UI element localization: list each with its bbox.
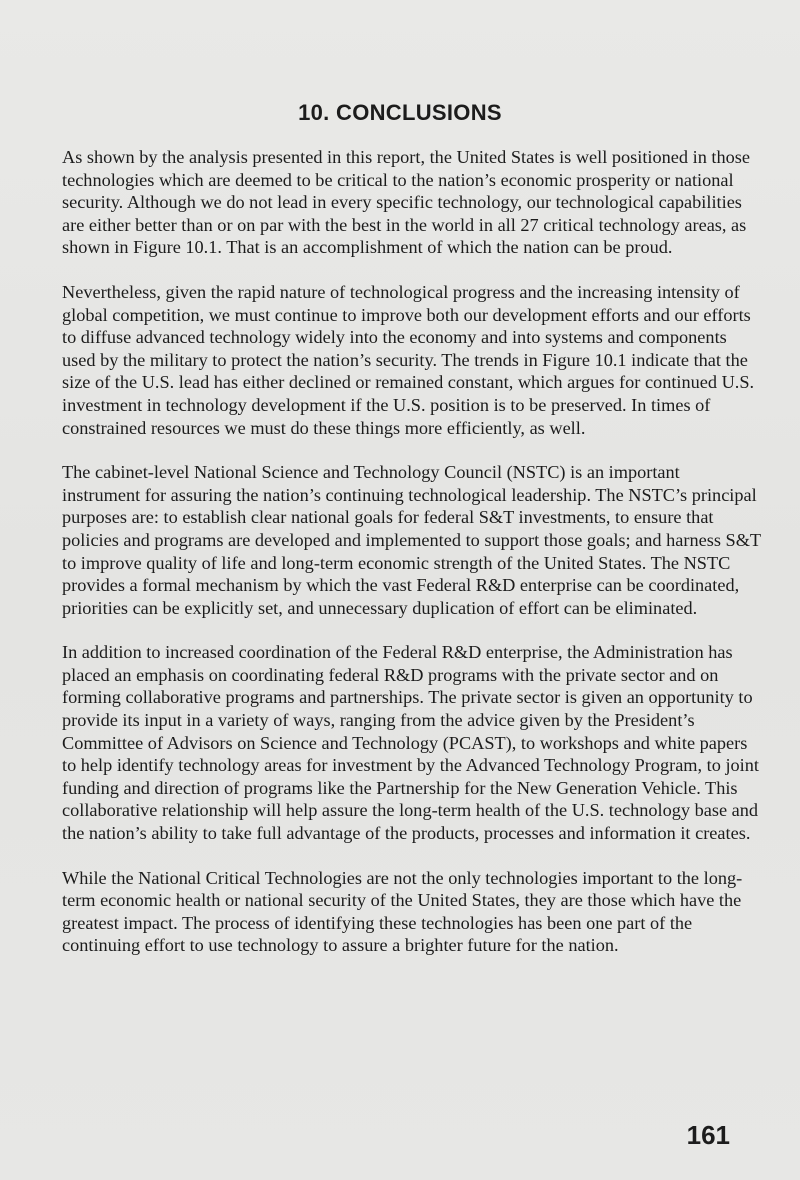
paragraph-3: The cabinet-level National Science and Technology Council (NSTC) is an important instrument for assuring the nation’s continuing technological leadership. The NSTC’s principal purposes are: to establish clear national goals for federal S&T investments, to ensure that policies and programs are developed and implemented to support those goals; and harness S&T to improve quality of life and long-term economic strength of the United States. The NSTC provides a formal mechanism by which the vast Federal R&D enterprise can be coordinated, priorities can be explicitly set, and unnecessary duplication of effort can be eliminated. [62,462,761,618]
paragraph-1: As shown by the analysis presented in this report, the United States is well positioned in those technologies which are deemed to be critical to the nation’s economic prosperity or national security. Although we do not lead in every specific technology, our technological capabilities are either better than or on par with the best in the world in all 27 critical technology areas, as shown in Figure 10.1. That is an accomplishment of which the nation can be proud. [62,147,750,258]
paragraph-4: In addition to increased coordination of the Federal R&D enterprise, the Administration has placed an emphasis on coordinating federal R&D programs with the private sector and on forming collaborative programs and partnerships. The private sector is given an opportunity to provide its input in a variety of ways, ranging from the advice given by the President’s Committee of Advisors on Science and Technology (PCAST), to workshops and white papers to help identify technology areas for investment by the Advanced Technology Program, to joint funding and direction of programs like the Partnership for the New Generation Vehicle. This collaborative relationship will help assure the long-term health of the U.S. technology base and the nation’s ability to take full advantage of the products, processes and information it creates. [62,642,759,844]
page-number: 161 [686,1120,730,1150]
paragraph-5: While the National Critical Technologies are not the only technologies important to the long-term economic health or national security of the United States, they are those which have the greatest impact. The process of identifying these technologies has been one part of the continuing effort to use technology to assure a brighter future for the nation. [62,867,743,956]
paragraph-2: Nevertheless, given the rapid nature of technological progress and the increasing intensity of global competition, we must continue to improve both our development efforts and our efforts to diffuse advanced technology widely into the economy and into systems and components used by the military to protect the nation’s security. The trends in Figure 10.1 indicate that the size of the U.S. lead has either declined or remained constant, which argues for continued U.S. investment in technology development if the U.S. position is to be preserved. In times of constrained resources we must do these things more efficiently, as well. [62,281,755,438]
section-heading: 10. CONCLUSIONS [298,100,502,125]
body-text [62,146,762,979]
